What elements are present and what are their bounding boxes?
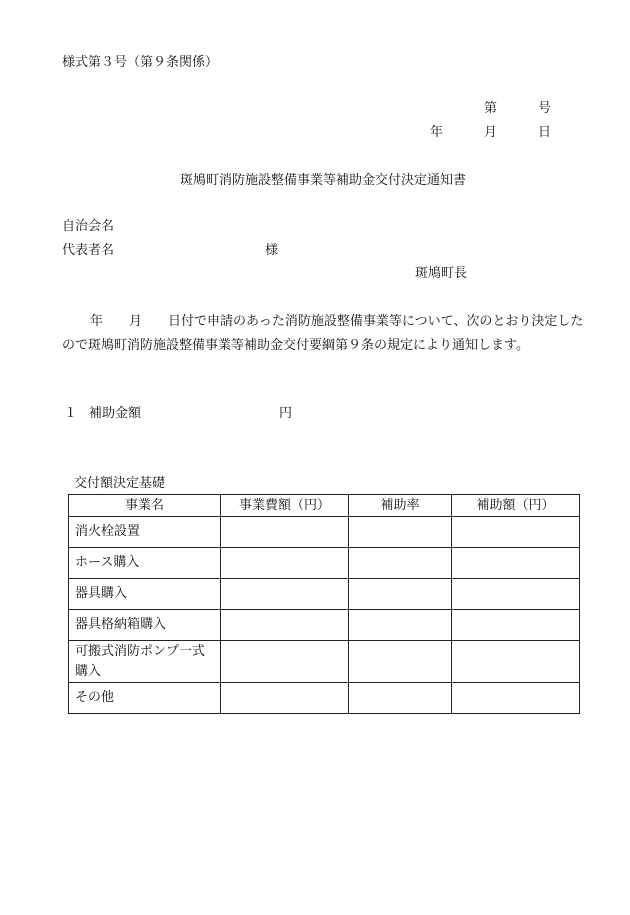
row-cost-cell [221,579,349,610]
date-year: 年 [430,125,444,140]
item1-number: １ [64,406,78,421]
header-project-name: 事業名 [69,495,221,517]
representative-label: 代表者名 [62,243,115,258]
row-amount-cell [452,641,580,683]
row-name: ホース購入 [69,548,221,579]
row-rate-cell [349,579,452,610]
association-label: 自治会名 [62,219,115,234]
date-day: 日 [538,125,552,140]
issuer: 斑鳩町長 [415,266,468,281]
body-text: 日付で申請のあった消防施設整備事業等について、次のとおり決定したので斑鳩町消防施設整備事業等補助金交付要綱第９条の規定により通知します。 [62,314,584,353]
row-name: 器具格納箱購入 [69,610,221,641]
doc-number-go: 号 [538,101,552,116]
body-paragraph [62,310,592,358]
form-number: 様式第３号（第９条関係） [62,55,219,70]
row-name: 消火栓設置 [69,517,221,548]
body-month: 月 [129,314,143,329]
row-amount-cell [452,548,580,579]
table-row [69,641,580,683]
table-row [69,517,580,548]
row-cost-cell [221,517,349,548]
row-rate-cell [349,517,452,548]
row-rate-cell [349,610,452,641]
row-cost-cell [221,610,349,641]
table-row [69,548,580,579]
table-caption: 交付額決定基礎 [74,476,166,491]
row-amount-cell [452,683,580,714]
doc-number-dai: 第 [484,101,498,116]
document-title: 斑鳩町消防施設整備事業等補助金交付決定通知書 [180,173,467,188]
table-row [69,683,580,714]
table-row [69,579,580,610]
header-subsidy-rate: 補助率 [349,495,452,517]
table-row [69,610,580,641]
row-cost-cell [221,683,349,714]
date-month: 月 [484,125,498,140]
body-year: 年 [90,314,104,329]
row-cost-cell [221,548,349,579]
row-rate-cell [349,683,452,714]
row-name: 器具購入 [69,579,221,610]
row-amount-cell [452,610,580,641]
row-name: 可搬式消防ポンプ一式購入 [69,641,221,683]
header-project-cost: 事業費額（円） [221,495,349,517]
row-rate-cell [349,548,452,579]
row-rate-cell [349,641,452,683]
header-subsidy-amount: 補助額（円） [452,495,580,517]
item1-unit: 円 [279,406,293,421]
item1-label: 補助金額 [89,406,142,421]
basis-table [68,494,580,714]
row-amount-cell [452,517,580,548]
row-cost-cell [221,641,349,683]
row-amount-cell [452,579,580,610]
table-header-row [69,495,580,517]
row-name: その他 [69,683,221,714]
honorific: 様 [265,243,279,258]
